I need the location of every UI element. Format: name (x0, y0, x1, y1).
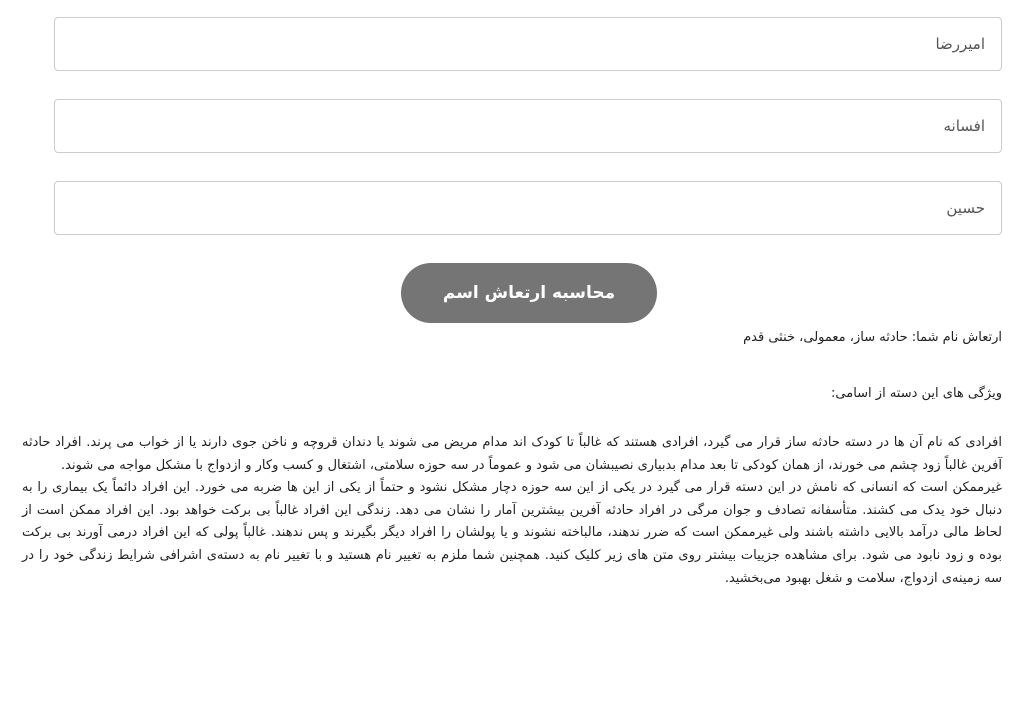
description-paragraph: غیرممکن است که انسانی که نامش در این دسته قرار می گیرد در یکی از این سه حوزه دچار مشکل نشود و حتماً از یکی از این ها ضربه می خورد. این افراد دائماً یک بیماری را به دنبال خود یدک می کشند. متأسفانه تصادف و جوان مرگی در افراد حادثه آفرین بیشترین آمار را نشان می دهد. زندگی این افراد غالباً بی برکت خواهد بود. این افراد ممکن است از لحاظ مالی درآمد بالایی داشته باشند ولی غیرممکن است که ضرر ندهند، مالباخته نشوند و یا پولشان را افراد دیگر بگیرند و پس ندهند. غالباً پولی که این افراد درمی آورند بی برکت بوده و زود نابود می شود. برای مشاهده جزییات بیشتر روی متن های زیر کلیک کنید. همچنین شما ملزم به تغییر نام هستید و با تغییر نام به دسته‌ی اشرافی شرایط زندگی خود را در سه زمینه‌ی ازدواج، سلامت و شغل بهبود می‌بخشید. (22, 480, 1002, 586)
result-text: ارتعاش نام شما: حادثه ساز، معمولی، خنثی قدم (743, 330, 1002, 345)
father-name-input[interactable] (54, 181, 1002, 235)
first-name-input[interactable] (54, 17, 1002, 71)
description-paragraph: افرادی که نام آن ها در دسته حادثه ساز قرار می گیرد، افرادی هستند که غالباً تا کودک اند مدام مریض می شوند یا دندان قروچه و ناخن جوی دارند یا از خواب می پرند. افراد حادثه آفرین غالباً زود چشم می خورند، از همان کودکی تا بعد مدام بدبیاری نصیبشان می شود و عموماً در سه حوزه سلامتی، اشتغال و کسب وکار و ازدواج با مشکل مواجه می شوند. (22, 435, 1002, 473)
description-block (22, 432, 1002, 590)
mother-name-input[interactable] (54, 99, 1002, 153)
calculate-vibration-button[interactable]: محاسبه ارتعاش اسم (401, 263, 657, 323)
traits-heading: ویژگی های این دسته از اسامی: (831, 386, 1002, 401)
